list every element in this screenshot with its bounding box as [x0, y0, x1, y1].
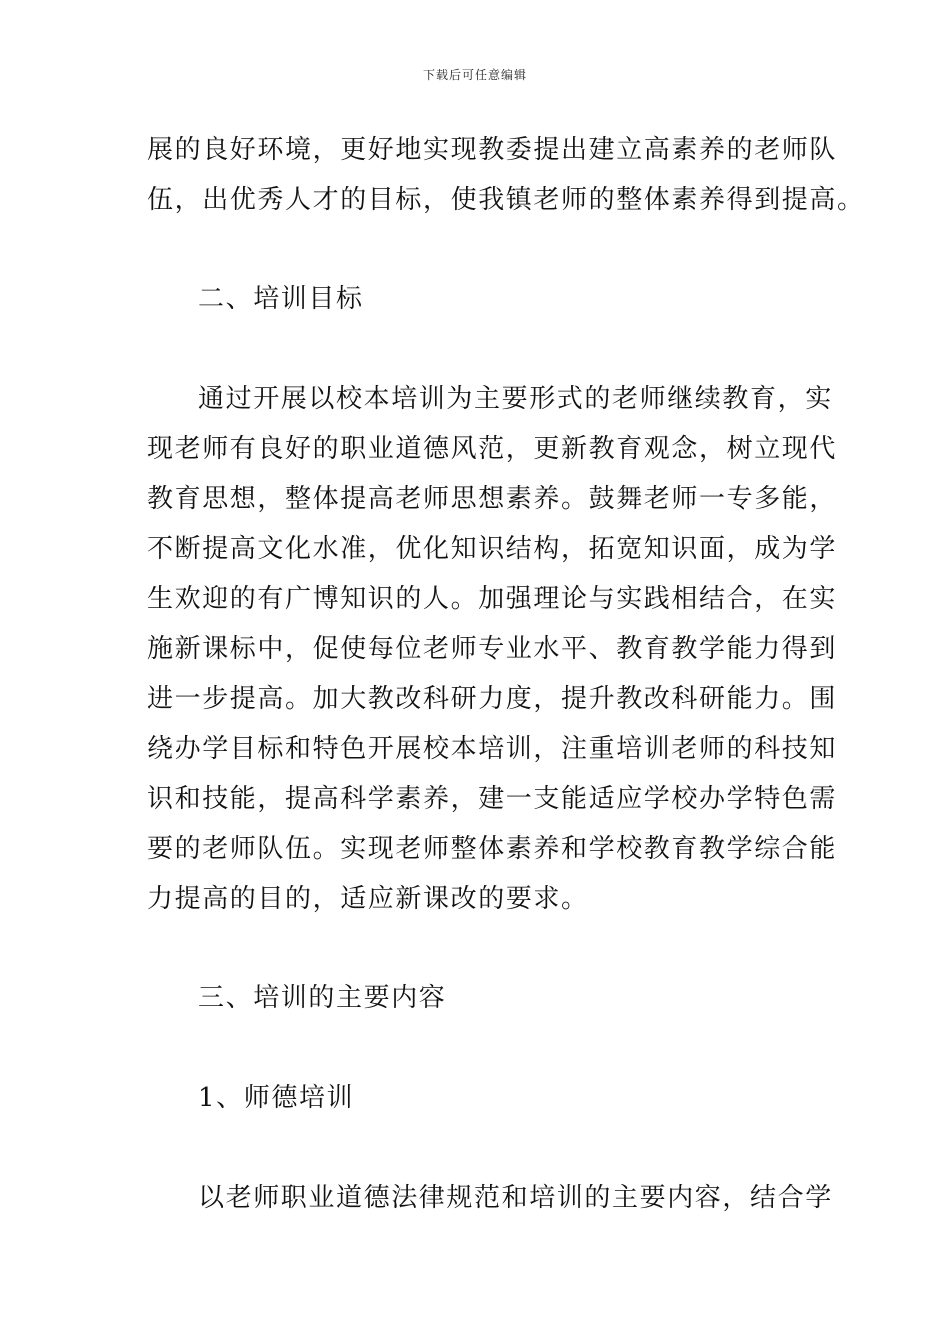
- section-heading: 二、培训目标: [198, 284, 364, 314]
- body-line: 不断提高文化水准，优化知识结构，拓宽知识面，成为学: [147, 534, 838, 564]
- body-line: 伍，出优秀人才的目标，使我镇老师的整体素养得到提高。: [147, 185, 865, 215]
- body-line: 绕办学目标和特色开展校本培训，注重培训老师的科技知: [147, 734, 838, 764]
- body-line: 识和技能，提高科学素养，建一支能适应学校办学特色需: [147, 784, 838, 814]
- body-line: 通过开展以校本培训为主要形式的老师继续教育，实: [198, 384, 833, 414]
- body-line: 施新课标中，促使每位老师专业水平、教育教学能力得到: [147, 634, 838, 664]
- section-heading: 三、培训的主要内容: [198, 983, 447, 1013]
- body-line: 力提高的目的，适应新课改的要求。: [147, 884, 589, 914]
- body-line: 展的良好环境，更好地实现教委提出建立高素养的老师队: [147, 135, 838, 165]
- header-note: 下载后可任意编辑: [422, 68, 527, 82]
- body-line: 生欢迎的有广博知识的人。加强理论与实践相结合，在实: [147, 584, 838, 614]
- body-line: 进一步提高。加大教改科研力度，提升教改科研能力。围: [147, 684, 838, 714]
- body-line: 要的老师队伍。实现老师整体素养和学校教育教学综合能: [147, 834, 838, 864]
- body-line: 现老师有良好的职业道德风范，更新教育观念，树立现代: [147, 434, 838, 464]
- subsection-heading: 1、师德培训: [198, 1083, 355, 1113]
- body-line: 教育思想，整体提高老师思想素养。鼓舞老师一专多能，: [147, 484, 838, 514]
- body-line: 以老师职业道德法律规范和培训的主要内容，结合学: [198, 1183, 833, 1213]
